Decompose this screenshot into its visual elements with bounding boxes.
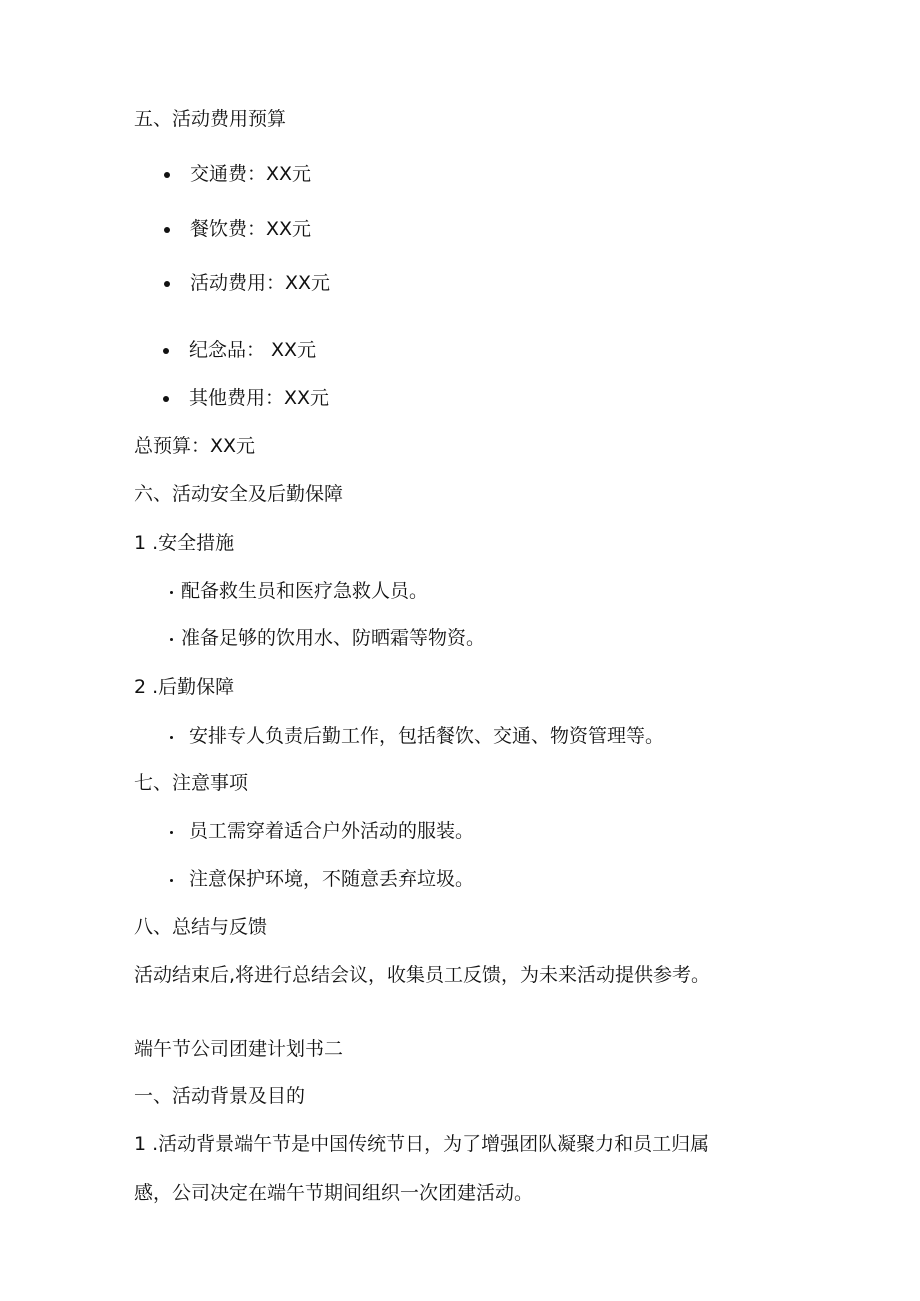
bullet-icon: [170, 591, 173, 594]
budget-item-souvenir: 纪念品： XX元: [189, 339, 317, 361]
logistics-item: 安排专人负责后勤工作，包括餐饮、交通、物资管理等。: [189, 725, 665, 747]
bullet-icon: [170, 831, 173, 834]
budget-item-transport: 交通费：XX元: [190, 163, 312, 185]
total-budget: 总预算：XX元: [134, 435, 256, 457]
bullet-icon: [164, 172, 170, 178]
doc2-title: 端午节公司团建计划书二: [134, 1038, 344, 1060]
budget-item-activity: 活动费用：XX元: [190, 272, 331, 294]
safety-item-lifeguard: 配备救生员和医疗急救人员。: [181, 580, 429, 602]
doc2-background-para-line2: 感，公司决定在端午节期间组织一次团建活动。: [134, 1182, 534, 1204]
notice-item-clothing: 员工需穿着适合户外活动的服装。: [189, 820, 475, 842]
subsection-safety-heading: 1 .安全措施: [134, 532, 235, 554]
bullet-icon: [164, 281, 170, 287]
section-8-heading: 八、总结与反馈: [134, 916, 268, 938]
section-6-heading: 六、活动安全及后勤保障: [134, 483, 344, 505]
bullet-icon: [163, 348, 169, 354]
section-5-heading: 五、活动费用预算: [134, 108, 287, 130]
doc2-background-para-line1: 1 .活动背景端午节是中国传统节日，为了增强团队凝聚力和员工归属: [134, 1133, 710, 1155]
bullet-icon: [170, 638, 173, 641]
notice-item-environment: 注意保护环境，不随意丢弃垃圾。: [189, 868, 475, 890]
budget-item-catering: 餐饮费：XX元: [190, 218, 312, 240]
section-8-body: 活动结束后,将进行总结会议，收集员工反馈，为未来活动提供参考。: [134, 964, 711, 986]
bullet-icon: [164, 227, 170, 233]
section-7-heading: 七、注意事项: [134, 772, 249, 794]
budget-item-other: 其他费用：XX元: [189, 387, 330, 409]
bullet-icon: [163, 396, 169, 402]
bullet-icon: [170, 879, 173, 882]
subsection-logistics-heading: 2 .后勤保障: [134, 676, 235, 698]
bullet-icon: [170, 736, 173, 739]
doc2-section-1-heading: 一、活动背景及目的: [134, 1085, 306, 1107]
safety-item-supplies: 准备足够的饮用水、防晒霜等物资。: [181, 627, 486, 649]
